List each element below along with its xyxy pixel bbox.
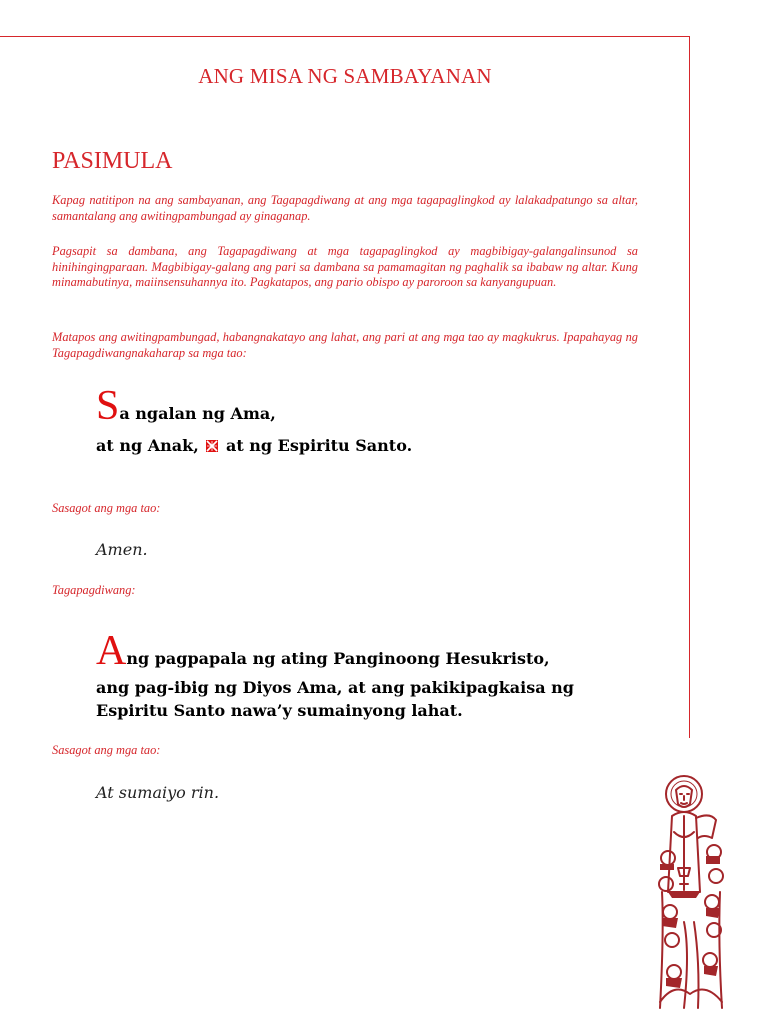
rubric-paragraph-2: Pagsapit sa dambana, ang Tagapagdiwang at mga tagapaglingkod ay magbibigay-galangalinsunod sa hinihingingparaan. Magbibigay-galang ang pari sa dambana sa pamamagitan ng paghalik sa ibabaw ng altar. Kung minamabutinya, maiinsensuhannya ito. Pagkatapos, ang pario obispo ay paroroon sa kanyangupuan. — [52, 244, 638, 290]
response-label-2: Sasagot ang mga tao: — [52, 743, 161, 757]
celebrant-label: Tagapagdiwang: — [52, 583, 136, 597]
dropcap-a: A — [96, 628, 127, 674]
response-amen: Amen. — [96, 540, 148, 559]
section-heading: PASIMULA — [52, 148, 173, 174]
greeting-line-3: Espiritu Santo nawa’y sumainyong lahat. — [96, 701, 463, 720]
document-title: ANG MISA NG SAMBAYANAN — [198, 64, 492, 88]
greeting-line-1-text: ng pagpapala ng ating Panginoong Hesukristo, — [126, 649, 550, 668]
page-frame-top-border — [0, 36, 690, 37]
last-supper-illustration — [654, 772, 726, 1012]
sign-of-cross-line-2-start: at ng Anak, — [96, 436, 199, 455]
sign-of-cross-line-2 — [96, 434, 412, 457]
sign-of-cross-line-2-end: at ng Espiritu Santo. — [225, 436, 413, 455]
sign-of-cross-prayer — [96, 385, 412, 457]
rubric-paragraph-1: Kapag natitipon na ang sambayanan, ang Tagapagdiwang at ang mga tagapaglingkod ay lalakadpatungo sa altar, samantalang ang awitingpambungad ay ginaganap. — [52, 193, 638, 223]
maltese-cross-icon — [206, 440, 218, 452]
page-frame-right-border — [689, 36, 690, 738]
greeting-line-1 — [96, 630, 574, 672]
response-at-sumaiyo-rin: At sumaiyo rin. — [96, 783, 220, 802]
response-label-1: Sasagot ang mga tao: — [52, 501, 161, 515]
rubric-paragraph-3: Matapos ang awitingpambungad, habangnakatayo ang lahat, ang pari at ang mga tao ay magkukrus. Ipapahayag ng Tagapagdiwangnakaharap sa mga tao: — [52, 330, 638, 360]
greeting-line-2: ang pag-ibig ng Diyos Ama, at ang pakikipagkaisa ng — [96, 678, 574, 697]
sign-of-cross-line-1-text: a ngalan ng Ama, — [119, 404, 276, 423]
greeting-prayer — [96, 630, 574, 722]
dropcap-s: S — [96, 383, 120, 429]
sign-of-cross-line-1 — [96, 385, 412, 427]
